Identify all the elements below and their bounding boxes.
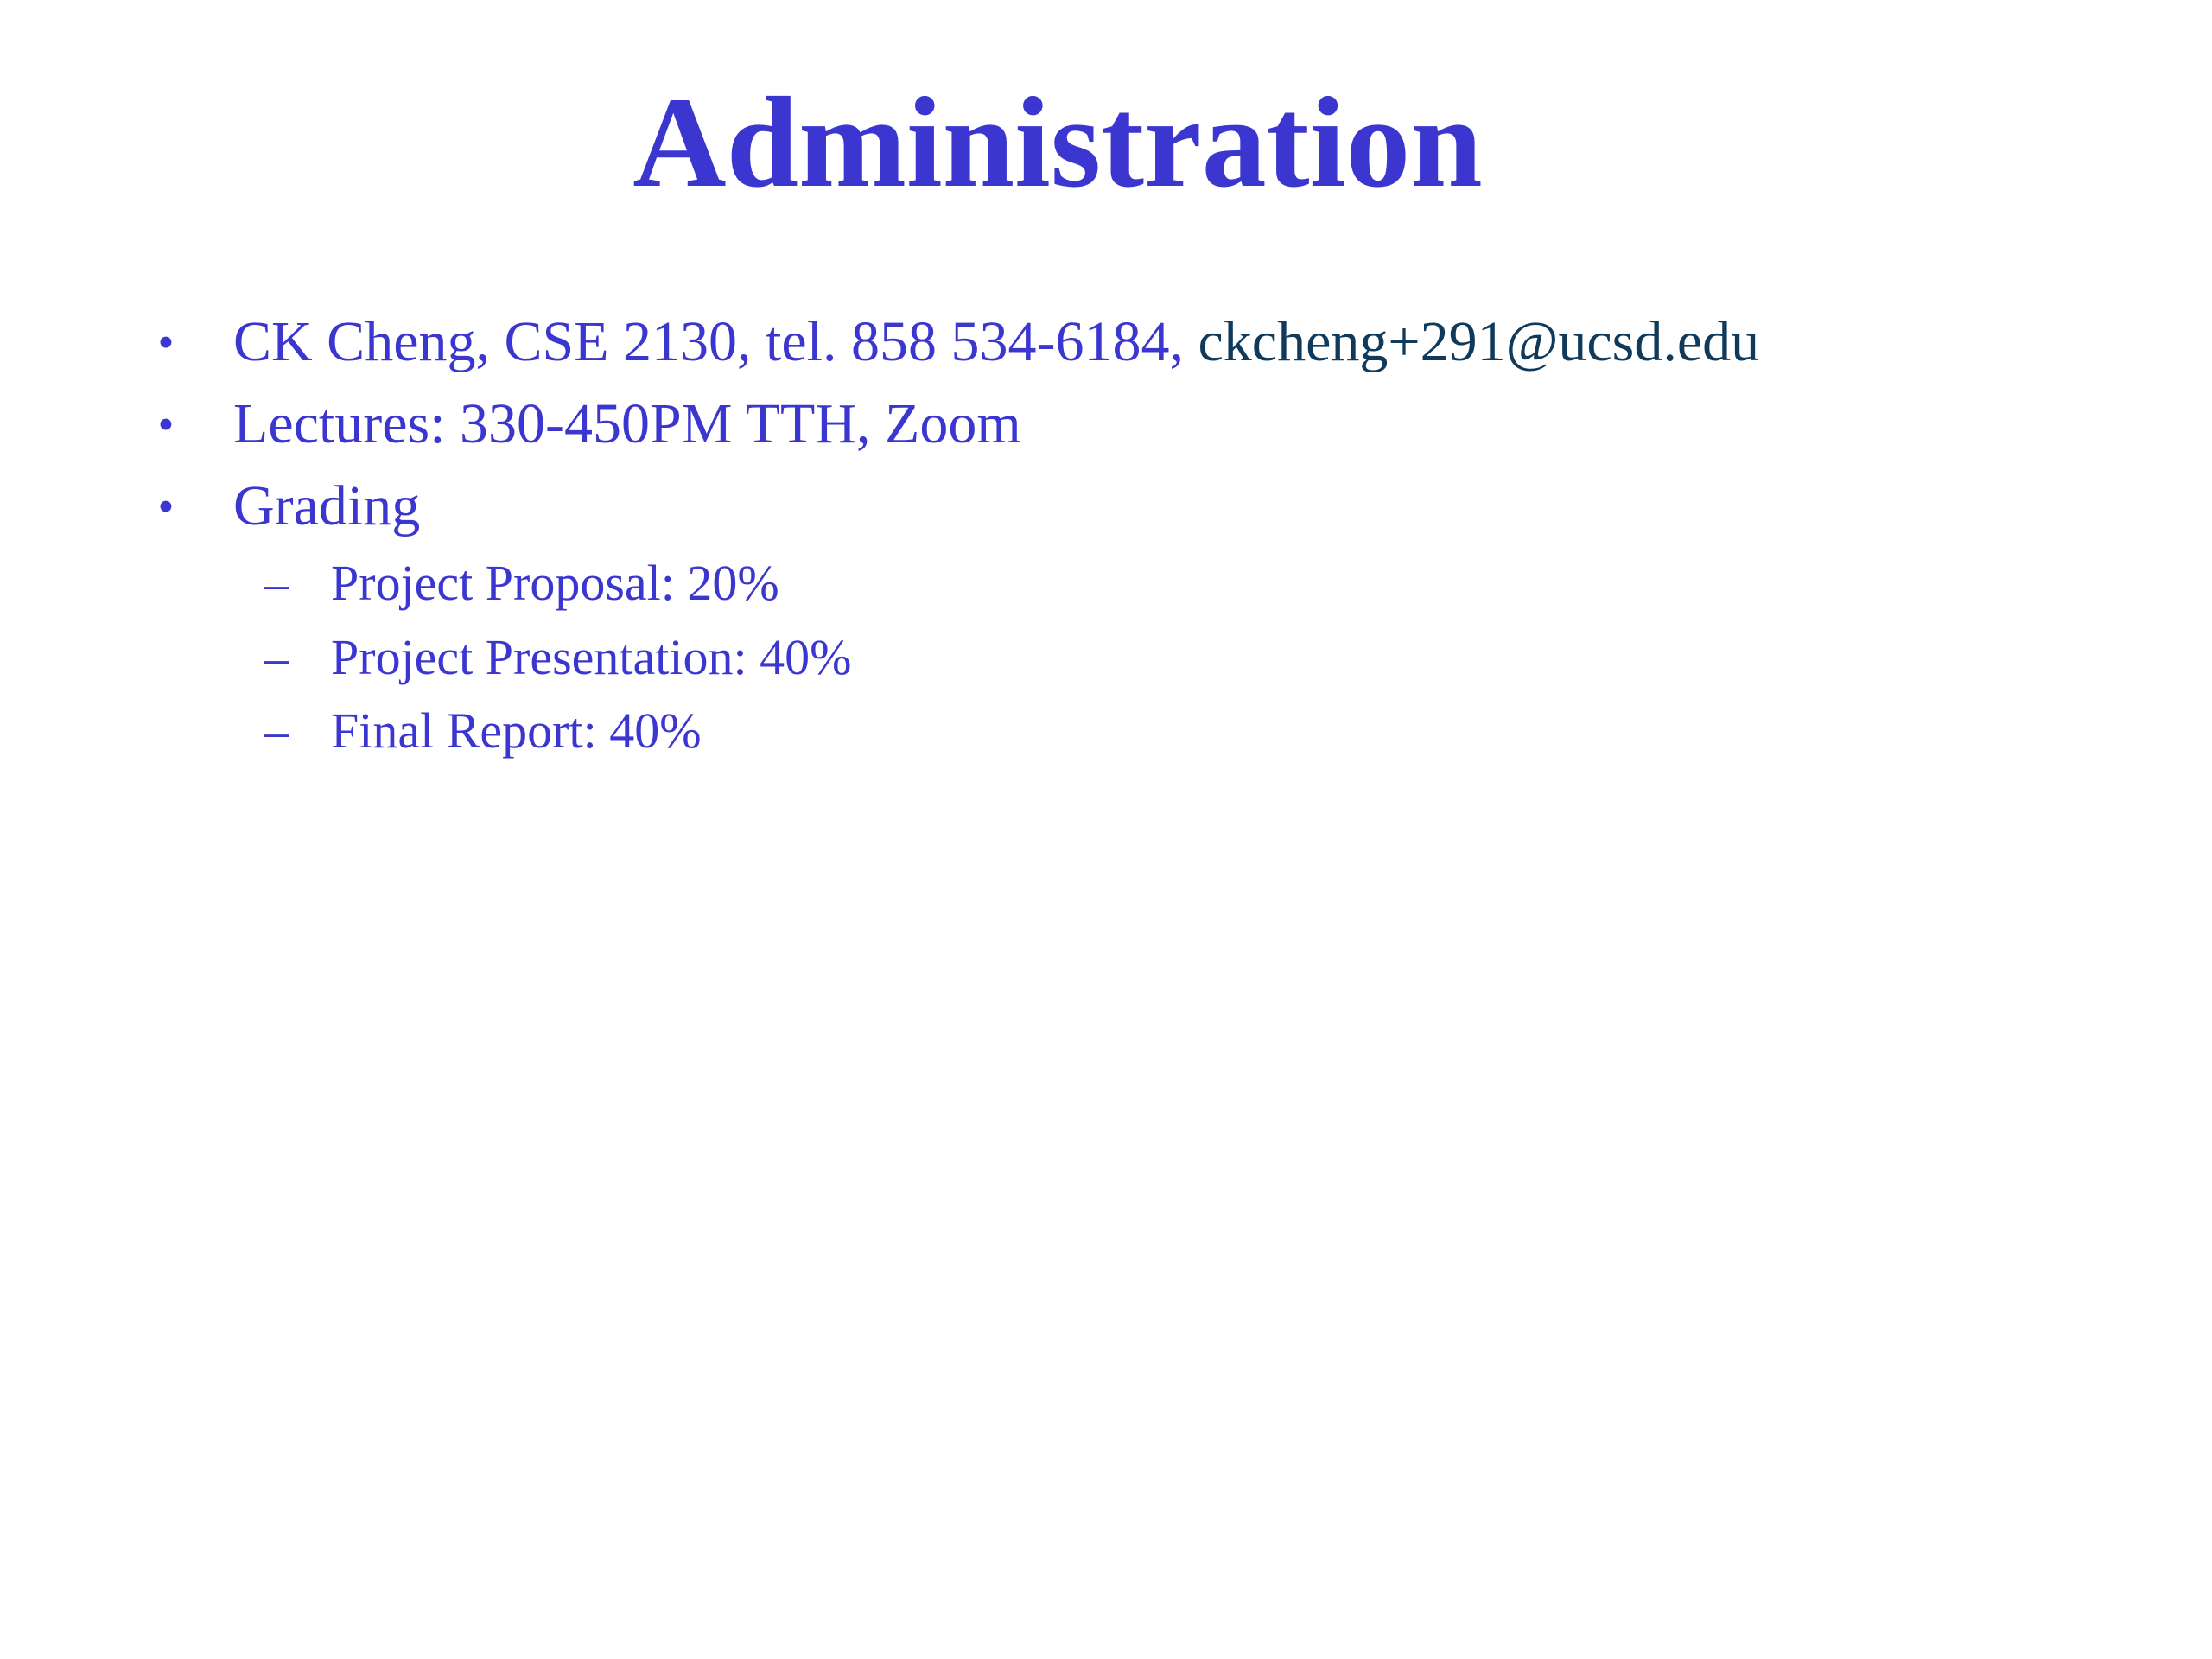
contact-info: CK Cheng, CSE 2130, tel. 858 534-6184, — [233, 310, 1198, 373]
bullet-text-grading: Grading — [233, 474, 421, 537]
email-address: ckcheng+291@ucsd.edu — [1198, 310, 1760, 373]
slide-title: Administration — [632, 71, 1483, 214]
sub-bullet-marker: – — [264, 629, 289, 685]
sub-item-text: Final Report: 40% — [331, 702, 702, 759]
sub-item-text: Project Presentation: 40% — [331, 629, 852, 685]
bullet-marker: • — [157, 480, 175, 532]
bullet-marker: • — [157, 316, 175, 368]
sub-bullet-marker: – — [264, 702, 289, 759]
bullet-marker: • — [157, 398, 175, 450]
sub-bullet-marker: – — [264, 555, 289, 611]
bullet-text-contact — [233, 308, 1759, 377]
bullet-text-lectures: Lectures: 330-450PM TTH, Zoom — [233, 392, 1021, 455]
sub-item-text: Project Proposal: 20% — [331, 555, 779, 611]
